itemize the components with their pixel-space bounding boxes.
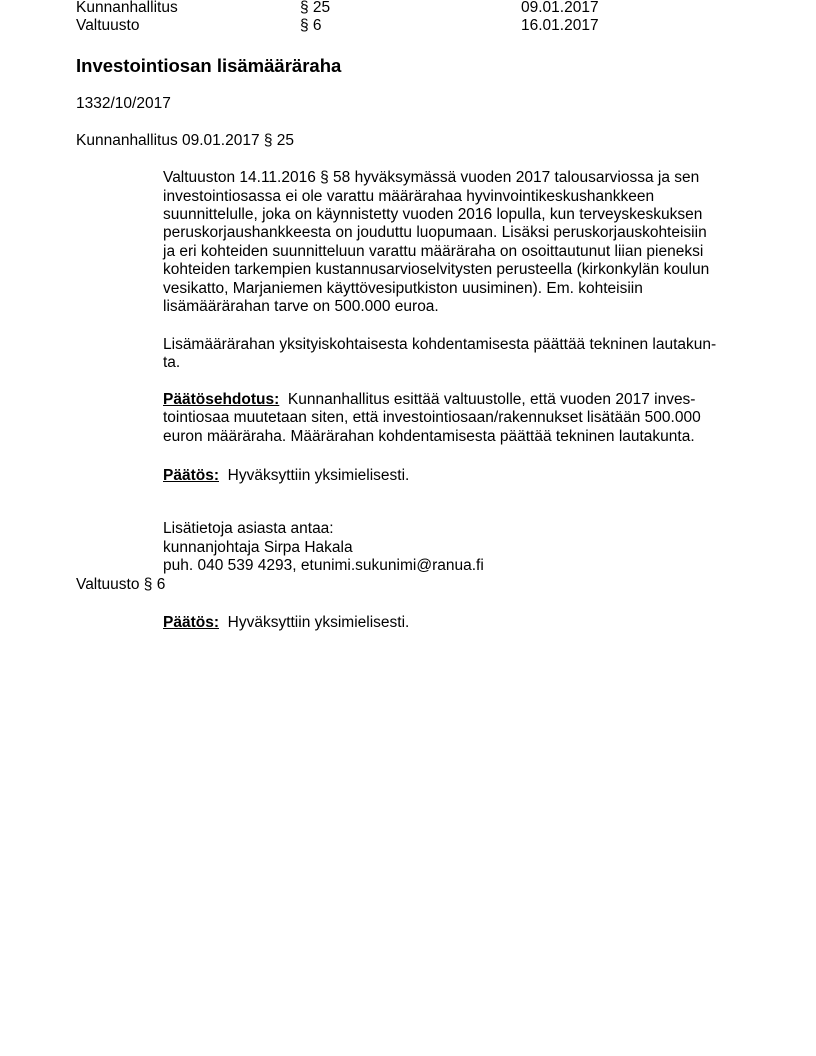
text-line: tointiosaa muutetaan siten, että investointiosaan/rakennukset lisätään 500.000 — [163, 409, 701, 426]
decision-label: Päätös: — [163, 614, 219, 631]
text-line: ta. — [163, 354, 181, 371]
proposal-label: Päätösehdotus: — [163, 391, 280, 408]
header-section: § 25 — [300, 0, 331, 16]
header-body: Valtuusto — [76, 17, 140, 34]
page-title: Investointiosan lisämääräraha — [76, 55, 342, 76]
header-date: 09.01.2017 — [521, 0, 599, 16]
text-line: Lisämäärärahan yksityiskohtaisesta kohdentamisesta päättää tekninen lautakun- — [163, 336, 717, 353]
header-body: Kunnanhallitus — [76, 0, 178, 16]
meeting-reference: Kunnanhallitus 09.01.2017 § 25 — [76, 132, 295, 149]
text-line: kunnanjohtaja Sirpa Hakala — [163, 539, 353, 556]
text-line: puh. 040 539 4293, etunimi.sukunimi@ranua.fi — [163, 557, 484, 574]
decision-text: Hyväksyttiin yksimielisesti. — [227, 467, 410, 484]
text-line: Kunnanhallitus esittää valtuustolle, että vuoden 2017 inves- — [287, 391, 696, 408]
text-line: kohteiden tarkempien kustannusarvioselvitysten perusteella (kirkonkylän koulun — [163, 261, 710, 278]
text-line: peruskorjaushankkeesta on jouduttu luopumaan. Lisäksi peruskorjauskohteisiin — [163, 224, 707, 241]
council-reference: Valtuusto § 6 — [76, 576, 166, 593]
text-line: ja eri kohteiden suunnitteluun varattu määräraha on osoittautunut liian pieneksi — [163, 243, 704, 260]
header-section: § 6 — [300, 17, 322, 34]
text-line: euron määräraha. Määrärahan kohdentamisesta päättää tekninen lautakunta. — [163, 428, 695, 445]
decision-text: Hyväksyttiin yksimielisesti. — [227, 614, 410, 631]
text-line: Lisätietoja asiasta antaa: — [163, 520, 334, 537]
text-line: investointiosassa ei ole varattu määrärahaa hyvinvointikeskushankkeen — [163, 188, 655, 205]
decision-2 — [163, 614, 409, 632]
text-line: vesikatto, Marjaniemen käyttövesiputkiston uusiminen). Em. kohteisiin — [163, 280, 643, 297]
record-number: 1332/10/2017 — [76, 95, 171, 112]
decision-label: Päätös: — [163, 467, 219, 484]
decision-1 — [163, 467, 409, 485]
text-line: suunnittelulle, joka on käynnistetty vuoden 2016 lopulla, kun terveyskeskuksen — [163, 206, 703, 223]
header-date: 16.01.2017 — [521, 17, 599, 34]
text-line: Valtuuston 14.11.2016 § 58 hyväksymässä vuoden 2017 talousarviossa ja sen — [163, 169, 700, 186]
text-line: lisämäärärahan tarve on 500.000 euroa. — [163, 298, 439, 315]
